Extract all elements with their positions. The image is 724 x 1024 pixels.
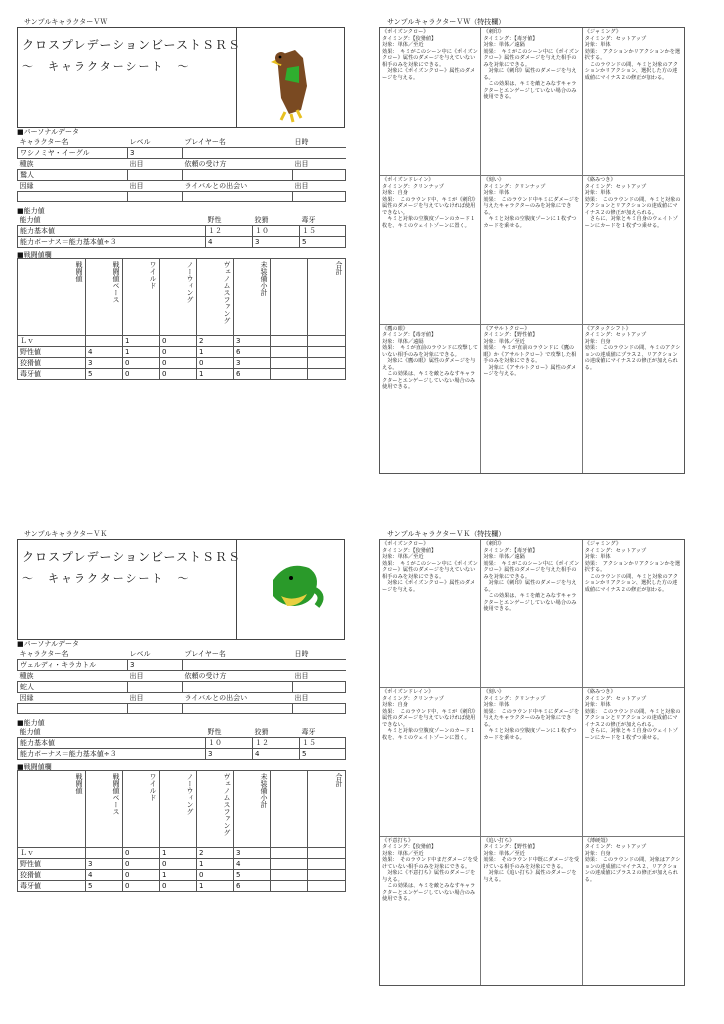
combat-cell[interactable]: 6 [234,347,271,358]
skill-line: さらに、対象とキミ自身のウェイトゾーンにカードを１枚ずつ乗せる。 [584,216,678,229]
combat-cell[interactable] [86,848,123,859]
combat-col: 合計 [308,259,346,336]
label-request: 依頼の受け方 [183,159,293,170]
combat-cell[interactable]: 0 [123,848,160,859]
ability-value[interactable]: １０ [206,738,253,749]
ability-value[interactable]: 5 [300,749,346,760]
skill-line: タイミング：【野性値】 [483,332,538,339]
player-field[interactable] [183,660,293,671]
skill-line: 対象：単体／遠隔 [483,42,525,48]
ability-row-label: 能力ボーナス＝能力基本値÷３ [18,749,206,760]
combat-row-label: Ｌｖ [18,336,86,347]
table-row [18,848,346,859]
combat-col: 戦闘値ベース [86,259,123,336]
combat-col [271,771,308,848]
label-player: プレイヤー名 [183,137,293,148]
skill-line: 対象に《アサルトクロー》属性のダメージを与える。 [483,364,577,378]
skill-line: 対象に《ポイズンクロー》属性のダメージを与える。 [382,68,476,81]
combat-cell[interactable] [271,369,308,380]
ability-col-wild: 野性 [206,215,253,226]
skill-line: タイミング：クリンナップ [483,695,546,702]
combat-cell[interactable] [308,336,346,347]
skill-line: タイミング：クリンナップ [483,183,546,190]
skill-name: 《不意打ち》 [382,837,414,844]
skill-name: 《刻い》 [483,689,505,696]
combat-cell[interactable]: 0 [160,369,197,380]
request-field[interactable] [183,682,293,693]
combat-row-label: 毒牙値 [18,369,86,380]
date-field[interactable] [293,148,346,159]
skill-line: キミと対象の空腹度ゾーンに１枚ずつカードを乗せる。 [483,216,577,229]
origin2-field[interactable] [293,682,346,693]
skill-name: 《刻い》 [483,177,505,184]
combat-col: 未装備小計 [234,771,271,848]
bond-field[interactable] [18,704,128,714]
skill-line: 対象に《追い打ち》属性のダメージを与える。 [483,870,577,883]
skill-name: 《絡みつき》 [584,177,616,184]
skill-card [380,540,481,688]
personal-header: ■パーソナルデータ [17,640,79,648]
skill-name: 《ポイズンドレイン》 [382,689,434,696]
skill-line: 対象：単体 [584,42,611,48]
skill-name: 《絡みつき》 [584,689,616,696]
skills-grid [379,539,685,986]
species-field[interactable]: 蛇人 [18,682,128,693]
label-origin2: 出目 [293,159,346,170]
label-bond: 因縁 [18,693,128,704]
skill-card [380,837,481,985]
combat-cell[interactable]: 1 [197,881,234,892]
skill-card [583,28,684,176]
combat-header: ■戦闘値欄 [17,763,52,771]
bond-field[interactable] [18,192,128,202]
label-origin4: 出目 [293,693,346,704]
combat-col: 合計 [308,771,346,848]
skill-line: この効果は、キミを敵とみなすキャラクターとエンゲージしていない場合のみ使用できる。 [483,593,577,612]
skill-line: 対象：単体／至近 [382,850,424,857]
origin-field[interactable] [128,682,183,693]
skill-line: 対象：単体 [483,190,510,197]
combat-cell[interactable] [308,369,346,380]
char-name-field[interactable]: ワシノミヤ・イーグル [18,148,128,159]
combat-cell[interactable]: 6 [234,369,271,380]
skill-card [380,28,481,176]
table-row [18,859,346,870]
combat-col: ヴェノムスファング [197,771,234,848]
page-label: サンプルキャラクターＶＫ [24,530,108,538]
skill-line: 対象：単体／遠隔 [382,338,424,345]
combat-cell[interactable] [271,870,308,881]
label-species: 種族 [18,671,128,682]
origin-field[interactable] [128,170,183,181]
skill-line: このラウンドの間、キミと対象のアクションかリアクション、選択した方の達成値にマイナス２の修正が加わる。 [584,573,678,593]
skill-line: 対象：自身 [382,702,408,709]
skill-line: タイミング：セットアップ [584,844,647,851]
level-field[interactable]: 3 [128,148,183,159]
combat-cell[interactable]: 0 [160,859,197,870]
combat-row-label: 野性値 [18,859,86,870]
label-date: 日時 [293,137,346,148]
skill-line: キミと対象の空腹度ゾーンのカード１枚を、キミのウェイトゾーンに置く。 [382,728,476,741]
combat-cell[interactable]: 1 [197,859,234,870]
label-origin2: 出目 [293,671,346,682]
skill-line: タイミング：セットアップ [584,695,647,702]
combat-col: 戦闘値 [18,771,86,848]
combat-cell[interactable]: 4 [234,859,271,870]
skill-line: この効果は、キミを敵とみなすキャラクターとエンゲージしていない場合のみ使用できる。 [382,883,476,903]
level-field[interactable]: 3 [128,660,183,671]
ability-header: ■能力値 [17,207,45,215]
combat-cell[interactable] [86,336,123,347]
label-level: レベル [128,649,183,660]
request-field[interactable] [183,170,293,181]
combat-cell[interactable]: 0 [123,369,160,380]
ability-value[interactable]: １５ [300,738,346,749]
label-rival: ライバルとの出会い [183,181,293,192]
combat-header: ■戦闘値欄 [17,251,52,259]
skill-line: 効果： このラウンドの間、キミのアクションの達成値にプラス２、リアクションの達成値にマイナス２の修正が加えられる。 [584,345,681,371]
player-field[interactable] [183,148,293,159]
origin4-field[interactable] [293,192,346,202]
combat-cell[interactable]: 5 [86,881,123,892]
skills-grid [379,27,685,474]
combat-col: ワイルド [123,771,160,848]
combat-cell[interactable] [271,347,308,358]
skill-line: 対象：単体 [584,190,611,197]
personal-table [17,649,346,714]
skill-card [481,540,582,688]
skill-line: 対象：単体／至近 [382,554,424,560]
origin4-field[interactable] [293,704,346,714]
combat-cell[interactable]: 1 [160,848,197,859]
combat-row-label: 野性値 [18,347,86,358]
combat-cell[interactable] [271,848,308,859]
ability-value[interactable]: １５ [300,226,346,237]
combat-cell[interactable] [308,881,346,892]
skill-line: タイミング：セットアップ [584,35,647,42]
table-row [18,347,346,358]
origin3-field[interactable] [128,192,183,202]
ability-value[interactable]: 3 [206,749,253,760]
skills-label: サンプルキャラクターＶＫ（特技欄） [387,530,506,538]
skill-card [380,325,481,473]
skill-name: 《ジャミング》 [584,29,622,35]
skill-name: 《追い打ち》 [483,837,515,844]
combat-col: ヴェノムスファング [197,259,234,336]
combat-cell[interactable] [308,859,346,870]
ability-value[interactable]: １２ [253,738,300,749]
label-request: 依頼の受け方 [183,671,293,682]
skill-card [380,176,481,324]
label-char-name: キャラクター名 [18,137,128,148]
label-origin4: 出目 [293,181,346,192]
skill-line: タイミング：【野性値】 [483,844,538,851]
table-row [18,369,346,380]
skill-card [583,688,684,836]
skill-line: 効果： このラウンド中キミにダメージを与えたキャラクターのみを対象にできる。 [483,196,580,216]
ability-col-wild: 野性 [206,727,253,738]
combat-cell[interactable]: 0 [160,336,197,347]
skill-card [583,540,684,688]
combat-cell[interactable] [308,870,346,881]
skill-line: 効果： このラウンド中キミにダメージを与えたキャラクターのみを対象にできる。 [483,708,580,728]
rival-field[interactable] [183,704,293,714]
ability-value[interactable]: １２ [206,226,253,237]
ability-value[interactable]: 4 [253,749,300,760]
label-bond: 因縁 [18,181,128,192]
skill-line: 対象に《不意打ち》属性のダメージを与える。 [382,870,476,883]
skill-name: 《ポイズンドレイン》 [382,177,434,184]
skill-line: 効果： そのラウンド中既にダメージを受けている相手のみを対象にできる。 [483,857,580,870]
skill-card [583,176,684,324]
label-date: 日時 [293,649,346,660]
combat-table [17,258,346,380]
skill-line: 効果： キミがこのシーン中に《ポイズンクロー》属性のダメージを与えた相手のみを対象にできる。 [483,48,580,68]
combat-col: 戦闘値ベース [86,771,123,848]
combat-col: 戦闘値 [18,259,86,336]
label-level: レベル [128,137,183,148]
skill-line: キミと対象の空腹度ゾーンのカード１枚を、キミのウェイトゾーンに置く。 [382,216,476,229]
skill-line: 効果： このラウンドの間、キミと対象のアクションとリアクションの達成値にマイナス２の修正が加えられる。 [584,708,681,728]
skill-line: タイミング：セットアップ [584,547,647,554]
ability-col-cunning: 狡猾 [253,215,300,226]
origin3-field[interactable] [128,704,183,714]
skill-line: 対象：単体／遠隔 [483,554,525,560]
skill-line: タイミング：クリンナップ [382,695,444,702]
skill-line: 対象：自身 [584,850,611,857]
combat-col: 未装備小計 [234,259,271,336]
skill-name: 《アタックシフト》 [584,325,631,332]
combat-cell[interactable]: 5 [234,870,271,881]
combat-cell[interactable]: 1 [197,369,234,380]
combat-cell[interactable]: 1 [123,347,160,358]
skill-line: 効果： キミがこのシーン中に《ポイズンクロー》属性のダメージを与えた相手のみを対象にできる。 [483,560,580,580]
combat-cell[interactable]: 0 [197,358,234,369]
skill-line: 対象：単体／至近 [483,338,525,345]
skill-name: 《刺印》 [483,29,505,35]
combat-cell[interactable]: 1 [197,347,234,358]
skill-line: 効果： そのラウンド中まだダメージを受けていない相手のみを対象にできる。 [382,857,478,870]
skill-line: 対象：単体 [483,702,510,709]
combat-cell[interactable]: 1 [160,870,197,881]
sheet-subtitle: ～ キャラクターシート ～ [22,572,191,585]
page-label: サンプルキャラクターＶＷ [24,18,108,26]
ability-col-venom: 毒牙 [300,215,346,226]
combat-cell[interactable]: 0 [160,881,197,892]
personal-table [17,137,346,202]
rival-field[interactable] [183,192,293,202]
skill-line: 対象に《刺印》属性のダメージを与える。 [483,68,577,81]
ability-col-cunning: 狡猾 [253,727,300,738]
combat-cell[interactable]: 0 [160,347,197,358]
skill-card [481,837,582,985]
ability-row-label: 能力基本値 [18,226,206,237]
skill-card [380,688,481,836]
skill-line: タイミング：セットアップ [584,183,647,190]
combat-row-label: 狡猾値 [18,358,86,369]
eagle-portrait [237,28,345,127]
skill-line: 対象に《ポイズンクロー》属性のダメージを与える。 [382,580,476,593]
skill-line: 効果： キミがこのシーン中に《ポイズンクロー》属性のダメージを与えていない相手のみを対象にできる。 [382,560,478,580]
game-title: クロスプレデーションビーストＳＲＳ [22,38,241,52]
personal-header: ■パーソナルデータ [17,128,79,136]
combat-col: ワイルド [123,259,160,336]
skill-line: 対象：単体 [584,554,611,560]
table-row [18,336,346,347]
skill-line: 効果： キミが直前のラウンドに攻撃していない相手のみを対象にできる。 [382,345,478,358]
combat-row-label: 狡猾値 [18,870,86,881]
portrait-frame [236,540,345,639]
title-box [17,539,345,640]
ability-label: 能力値 [18,727,206,738]
skill-line: タイミング：セットアップ [584,332,647,339]
combat-row-label: 毒牙値 [18,881,86,892]
skill-line: 効果： このラウンド中、キミが《刺印》属性のダメージを与えていなければ使用できない。 [382,708,478,728]
label-char-name: キャラクター名 [18,649,128,660]
combat-cell[interactable]: 5 [86,369,123,380]
skill-line: 効果： アクションかリアクションかを選択する。 [584,48,681,61]
table-row [18,881,346,892]
label-player: プレイヤー名 [183,649,293,660]
table-row [18,870,346,881]
sheet-subtitle: ～ キャラクターシート ～ [22,60,191,73]
skill-line: タイミング：【毒牙値】 [483,547,538,554]
skill-line: 対象：単体／至近 [382,42,424,48]
combat-cell[interactable]: 0 [123,881,160,892]
combat-cell[interactable]: 4 [86,347,123,358]
ability-value[interactable]: 3 [253,237,300,248]
ability-header: ■能力値 [17,719,45,727]
skill-name: 《ポイズンクロー》 [382,29,429,35]
ability-label: 能力値 [18,215,206,226]
label-species: 種族 [18,159,128,170]
skill-card [583,837,684,985]
combat-col [271,259,308,336]
combat-cell[interactable]: 3 [86,358,123,369]
label-origin3: 出目 [128,693,183,704]
skill-line: 効果： キミがこのシーン中に《ポイズンクロー》属性のダメージを与えていない相手のみを対象にできる。 [382,48,478,68]
skill-line: タイミング：クリンナップ [382,183,444,190]
skill-card [583,325,684,473]
skill-name: 《ジャミング》 [584,541,622,547]
combat-cell[interactable]: 1 [123,336,160,347]
skill-line: この効果は、キミを敵とみなすキャラクターとエンゲージしていない場合のみ使用できる。 [382,371,476,391]
combat-cell[interactable] [308,358,346,369]
skill-line: 効果： キミが直前のラウンドに《鷹の眼》か《アサルトクロー》で攻撃した相手のみを対象にできる。 [483,345,577,365]
combat-cell[interactable] [308,848,346,859]
skill-name: 《アサルトクロー》 [483,325,530,332]
label-origin3: 出目 [128,181,183,192]
combat-cell[interactable] [308,347,346,358]
table-row [18,358,346,369]
combat-cell[interactable]: 3 [86,859,123,870]
skill-line: 効果： アクションかリアクションかを選択する。 [584,560,681,573]
combat-cell[interactable]: 0 [123,870,160,881]
combat-cell[interactable] [271,859,308,870]
skill-line: 対象：自身 [584,338,611,345]
skill-name: 《刺印》 [483,541,505,547]
title-box [17,27,345,128]
skill-line: このラウンドの間、キミと対象のアクションかリアクション、選択した方の達成値にマイナス２の修正が加わる。 [584,61,678,81]
skill-card [481,325,582,473]
combat-cell[interactable]: 0 [160,358,197,369]
combat-cell[interactable]: 3 [234,358,271,369]
combat-cell[interactable] [271,336,308,347]
skill-line: 対象：単体／至近 [483,850,525,857]
ability-row-label: 能力ボーナス＝能力基本値÷３ [18,237,206,248]
skill-line: タイミング：【毒牙値】 [382,332,437,339]
combat-cell[interactable] [271,358,308,369]
combat-cell[interactable]: 4 [86,870,123,881]
skill-line: 効果： このラウンドの間、対象はアクションの達成値にマイナス２、リアクションの達成値にプラス２の修正が加えられる。 [584,857,681,883]
ability-value[interactable]: １０ [253,226,300,237]
skill-line: 対象：自身 [382,190,408,197]
combat-cell[interactable]: 0 [197,870,234,881]
skill-line: 対象：単体 [584,702,611,709]
combat-table [17,770,346,892]
ability-table [17,215,346,248]
combat-cell[interactable]: 6 [234,881,271,892]
ability-value[interactable]: 5 [300,237,346,248]
skill-line: 対象に《刺印》属性のダメージを与える。 [483,580,577,593]
label-rival: ライバルとの出会い [183,693,293,704]
skills-label: サンプルキャラクターＶＷ（特技欄） [387,18,506,26]
snake-portrait [237,540,345,639]
game-title: クロスプレデーションビーストＳＲＳ [22,550,241,564]
skill-card [481,28,582,176]
skill-name: 《鷹の眼》 [382,325,408,332]
skill-line: 対象に《鷹の眼》属性のダメージを与える。 [382,358,476,371]
ability-value[interactable]: 4 [206,237,253,248]
combat-col: ノーウィング [160,259,197,336]
origin2-field[interactable] [293,170,346,181]
skill-line: タイミング：【狡猾値】 [382,547,437,554]
skill-line: 効果： このラウンドの間、キミと対象のアクションとリアクションの達成値にマイナス２の修正が加えられる。 [584,196,681,216]
skill-line: タイミング：【狡猾値】 [382,35,437,42]
skill-line: タイミング：【毒牙値】 [483,35,538,42]
skill-line: 効果： このラウンド中、キミが《刺印》属性のダメージを与えていなければ使用できない。 [382,196,478,216]
skill-card [481,176,582,324]
skill-line: この効果は、キミを敵とみなすキャラクターとエンゲージしていない場合のみ使用できる。 [483,81,577,100]
species-field[interactable]: 鷲人 [18,170,128,181]
combat-cell[interactable]: 0 [123,358,160,369]
label-origin: 出目 [128,671,183,682]
combat-row-label: Ｌｖ [18,848,86,859]
combat-cell[interactable]: 2 [197,848,234,859]
skill-name: 《ポイズンクロー》 [382,541,429,547]
skill-line: さらに、対象とキミ自身のウェイトゾーンにカードを１枚ずつ乗せる。 [584,728,678,741]
combat-cell[interactable] [271,881,308,892]
char-name-field[interactable]: ヴェルディ・キラカトル [18,660,128,671]
combat-cell[interactable]: 3 [234,848,271,859]
skill-card [481,688,582,836]
ability-row-label: 能力基本値 [18,738,206,749]
skill-line: キミと対象の空腹度ゾーンに１枚ずつカードを乗せる。 [483,728,577,741]
label-origin: 出目 [128,159,183,170]
skill-line: タイミング：【狡猾値】 [382,844,437,851]
combat-col: ノーウィング [160,771,197,848]
combat-cell[interactable]: 2 [197,336,234,347]
portrait-frame [236,28,345,127]
date-field[interactable] [293,660,346,671]
combat-cell[interactable]: 3 [234,336,271,347]
skill-name: 《薄硬殻》 [584,837,611,844]
combat-cell[interactable]: 0 [123,859,160,870]
ability-table [17,727,346,760]
ability-col-venom: 毒牙 [300,727,346,738]
